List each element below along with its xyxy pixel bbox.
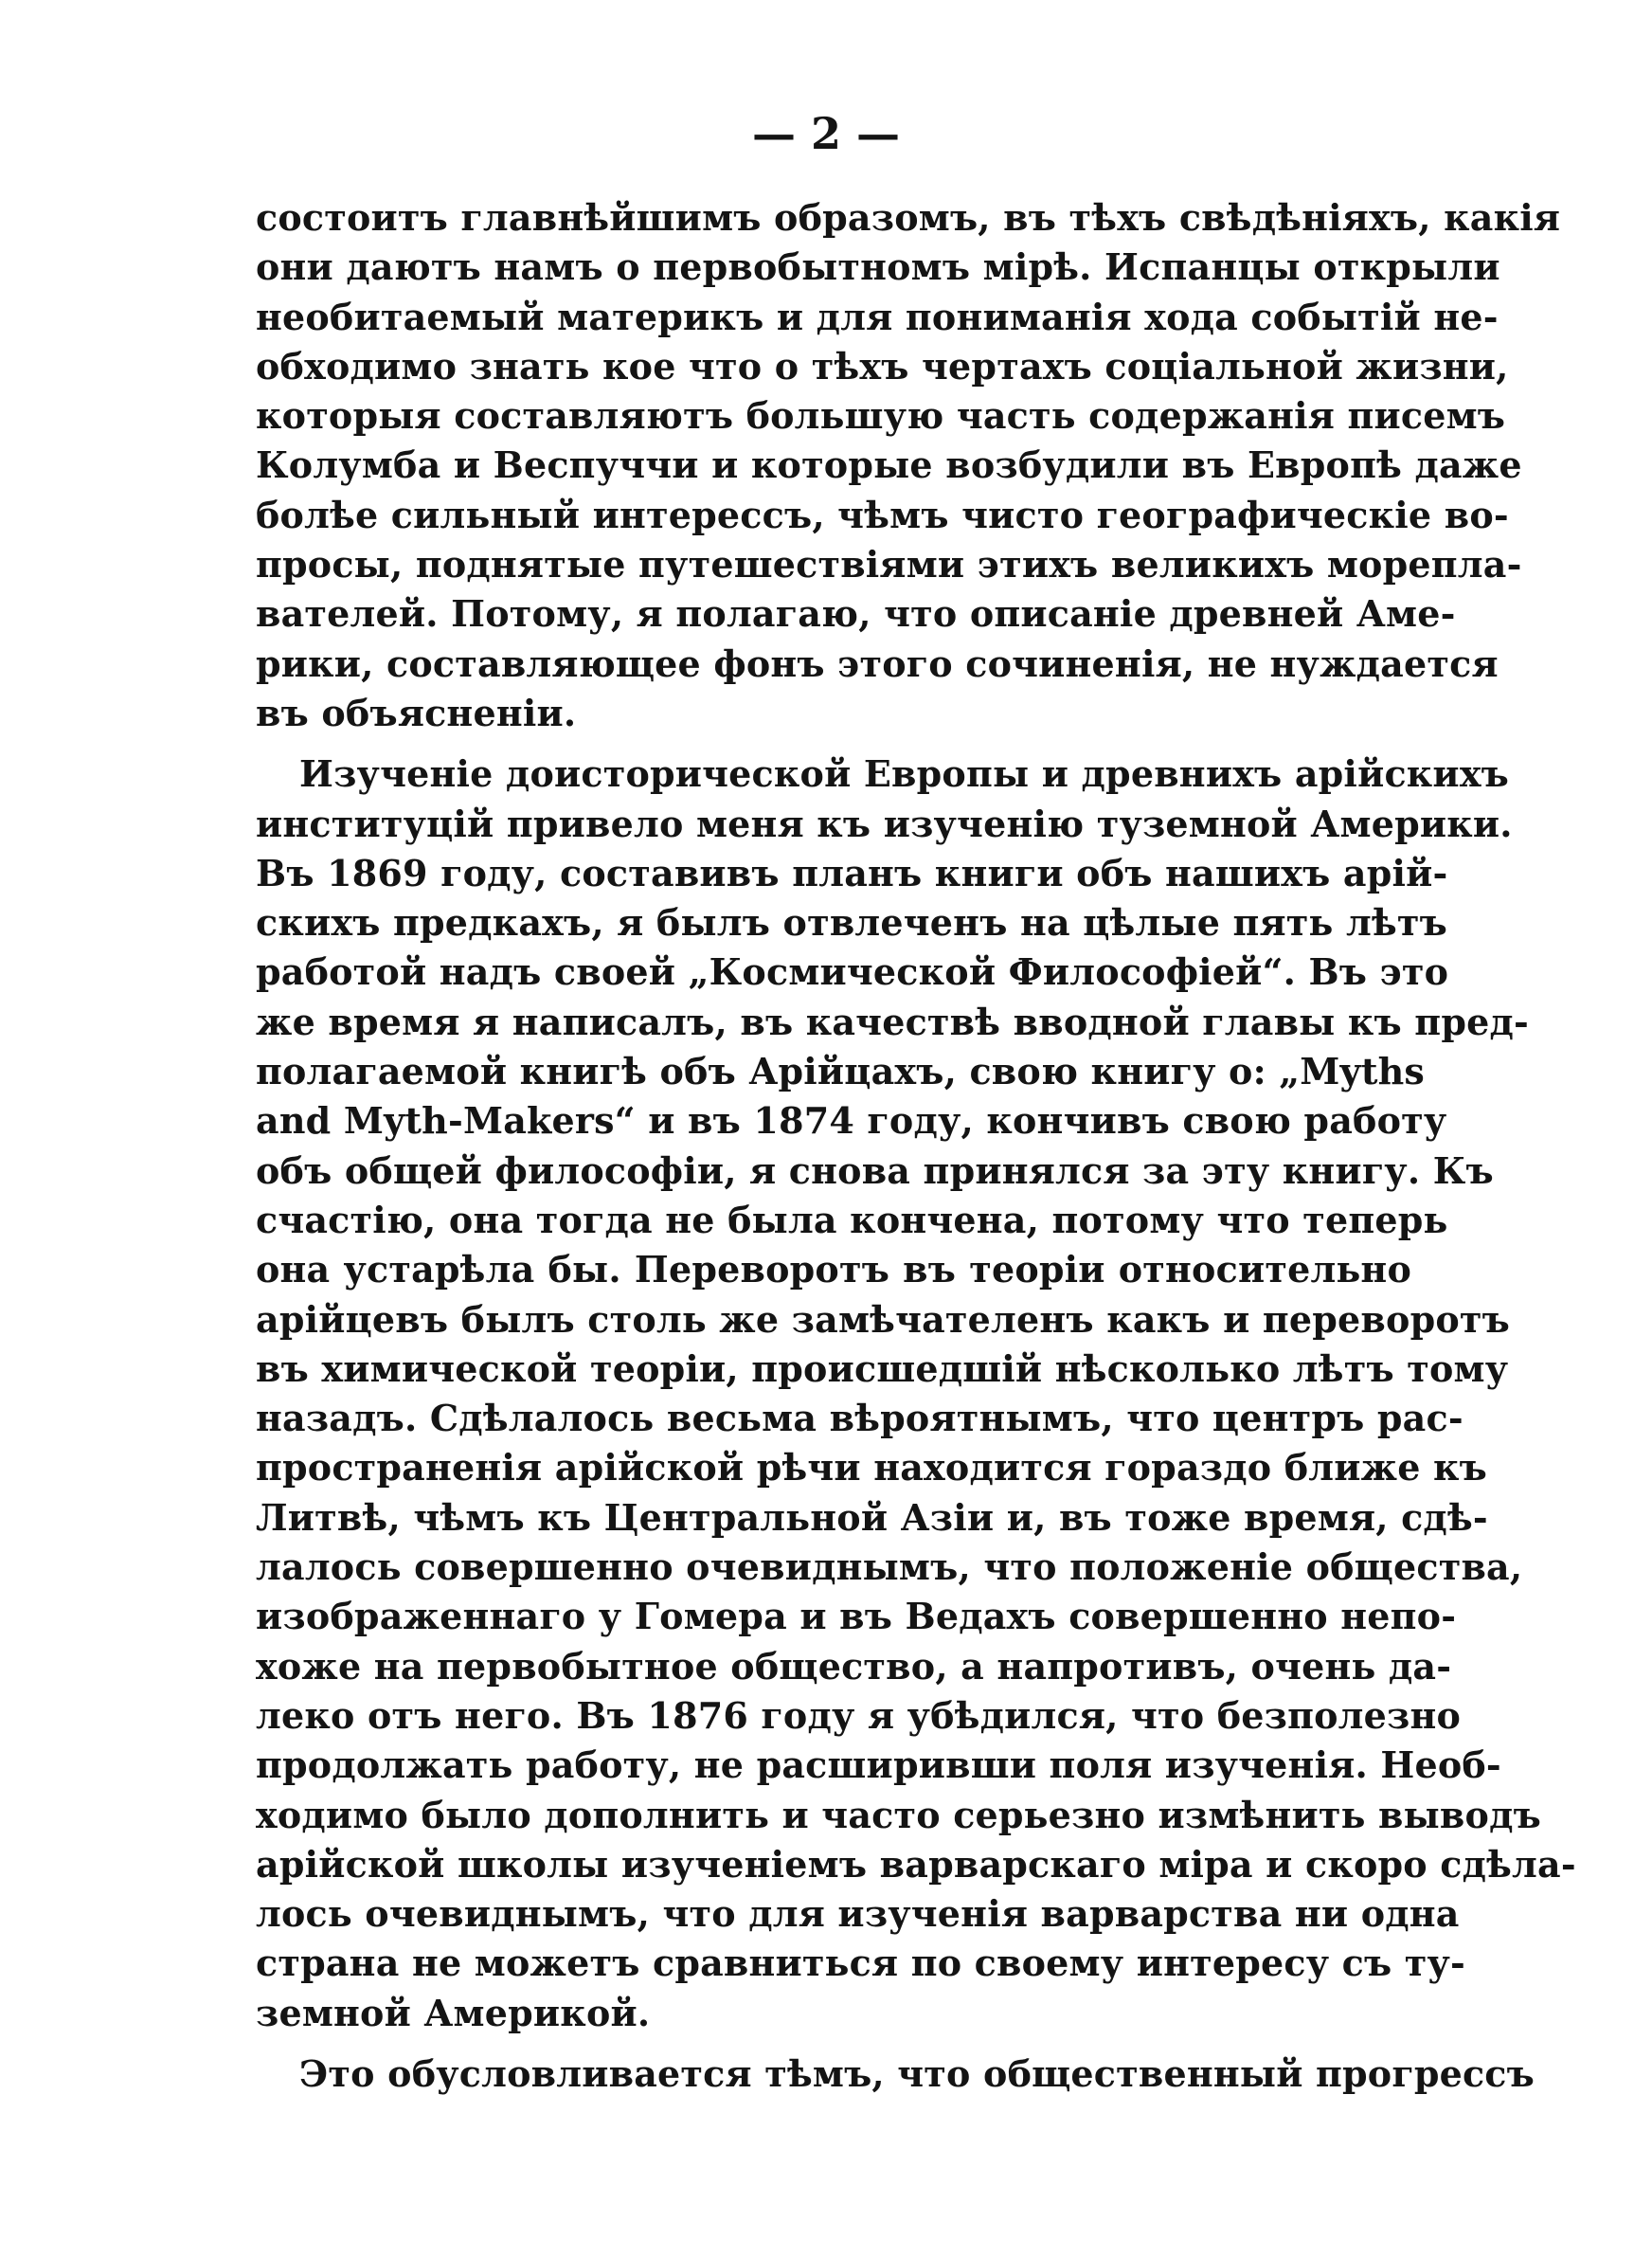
text-line: которыя составляютъ большую часть содержанія писемъ [256, 394, 1506, 438]
text-line: они даютъ намъ о первобытномъ мірѣ. Испанцы открыли [256, 245, 1500, 289]
text-line: Изученіе доисторической Европы и древнихъ арійскихъ [299, 752, 1510, 796]
text-line: Это обусловливается тѣмъ, что общественный прогрессъ [299, 2051, 1535, 2095]
text-line: изображеннаго у Гомера и въ Ведахъ совершенно непо- [256, 1595, 1457, 1638]
text-line: Колумба и Веспуччи и которые возбудили въ Европѣ даже [256, 443, 1522, 487]
paragraph-spacer [256, 738, 1411, 749]
text-line: and Myth-Makers“ и въ 1874 году, кончивъ свою работу [256, 1099, 1447, 1143]
body-text [256, 193, 1576, 2099]
text-line: леко отъ него. Въ 1876 году я убѣдился, что безполезно [256, 1693, 1462, 1737]
text-line: же время я написалъ, въ качествѣ вводной главы къ пред- [256, 1000, 1529, 1043]
text-line: продолжать работу, не расширивши поля изученія. Необ- [256, 1743, 1501, 1787]
paragraph-1 [256, 193, 1561, 738]
text-line: арійской школы изученіемъ варварскаго міра и скоро сдѣла- [256, 1842, 1576, 1886]
text-line: болѣе сильный интерессъ, чѣмъ чисто географическіе во- [256, 493, 1509, 536]
text-line: лалось совершенно очевиднымъ, что положеніе общества, [256, 1545, 1523, 1589]
text-line: институцій привело меня къ изученію туземной Америки. [256, 802, 1513, 845]
text-line: пространенія арійской рѣчи находится гораздо ближе къ [256, 1446, 1488, 1490]
text-line: счастію, она тогда не была кончена, потому что теперь [256, 1198, 1448, 1241]
text-line: ходимо было дополнить и часто серьезно измѣнить выводъ [256, 1793, 1541, 1836]
paragraph-3 [256, 2049, 1535, 2099]
text-line: вателей. Потому, я полагаю, что описаніе древней Аме- [256, 592, 1456, 636]
text-line: полагаемой книгѣ объ Арійцахъ, свою книгу о: „Myths [256, 1050, 1426, 1093]
text-line: въ химической теоріи, происшедшій нѣсколько лѣтъ тому [256, 1346, 1509, 1390]
text-line: рики, составляющее фонъ этого сочиненія, не нуждается [256, 641, 1499, 685]
page-number: — 2 — [751, 108, 901, 159]
text-line: обходимо знать кое что о тѣхъ чертахъ соціальной жизни, [256, 344, 1509, 388]
text-line: въ объясненіи. [256, 691, 577, 734]
text-line: лось очевиднымъ, что для изученія варварства ни одна [256, 1892, 1460, 1936]
text-line: Литвѣ, чѣмъ къ Центральной Азіи и, въ тоже время, сдѣ- [256, 1495, 1488, 1539]
text-line: необитаемый материкъ и для пониманія хода событій не- [256, 295, 1499, 338]
text-line: просы, поднятые путешествіями этихъ великихъ морепла- [256, 543, 1522, 587]
text-line: работой надъ своей „Космической Философіей“. Въ это [256, 950, 1449, 994]
text-line: Въ 1869 году, составивъ планъ книги объ нашихъ арій- [256, 851, 1448, 894]
text-line: она устарѣла бы. Переворотъ въ теоріи относительно [256, 1248, 1411, 1291]
paragraph-spacer [256, 2038, 1411, 2049]
text-line: состоитъ главнѣйшимъ образомъ, въ тѣхъ свѣдѣніяхъ, какія [256, 196, 1561, 239]
text-line: хоже на первобытное общество, а напротивъ, очень да- [256, 1644, 1452, 1688]
text-line: скихъ предкахъ, я былъ отвлеченъ на цѣлые пять лѣтъ [256, 901, 1447, 945]
text-line: страна не можетъ сравниться по своему интересу съ ту- [256, 1941, 1466, 1985]
text-line: объ общей философіи, я снова принялся за эту книгу. Къ [256, 1148, 1494, 1192]
text-line: арійцевъ былъ столь же замѣчателенъ какъ и переворотъ [256, 1297, 1510, 1341]
paragraph-2 [256, 749, 1576, 2038]
text-line: земной Америкой. [256, 1991, 651, 2034]
text-line: назадъ. Сдѣлалось весьма вѣроятнымъ, что центръ рас- [256, 1397, 1463, 1440]
